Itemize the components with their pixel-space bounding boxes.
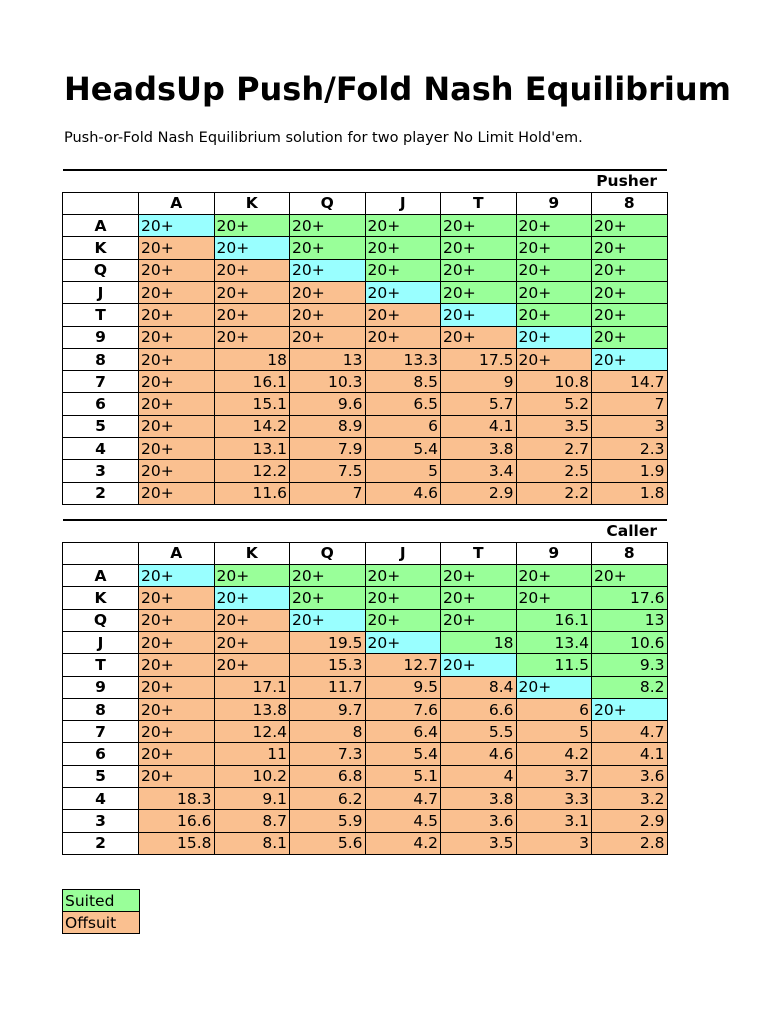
table-cell: 20+ (214, 259, 290, 281)
table-row (63, 348, 668, 370)
table-cell: 3.5 (441, 832, 517, 854)
table-cell: 20+ (214, 654, 290, 676)
pusher-label: Pusher (63, 170, 668, 192)
table-cell: 3.6 (441, 810, 517, 832)
row-label: K (63, 587, 139, 609)
table-row (63, 587, 668, 609)
table-cell: 6.6 (441, 698, 517, 720)
table-cell: 20+ (290, 565, 366, 587)
table-cell: 16.1 (516, 609, 592, 631)
table-cell: 8.1 (214, 832, 290, 854)
table-cell: 4.7 (365, 788, 441, 810)
table-cell: 20+ (441, 587, 517, 609)
table-cell: 1.8 (592, 482, 668, 504)
table-cell: 20+ (214, 237, 290, 259)
table-cell: 8.5 (365, 371, 441, 393)
table-cell: 5.9 (290, 810, 366, 832)
table-cell: 20+ (592, 348, 668, 370)
row-label: Q (63, 609, 139, 631)
table-cell: 3.5 (516, 415, 592, 437)
table-cell: 7.6 (365, 698, 441, 720)
table-cell: 2.3 (592, 438, 668, 460)
table-cell: 5.5 (441, 721, 517, 743)
table-row (63, 788, 668, 810)
table-cell: 20+ (365, 565, 441, 587)
table-cell: 18 (214, 348, 290, 370)
column-header: K (214, 542, 290, 564)
column-header: A (139, 542, 215, 564)
table-cell: 4.7 (592, 721, 668, 743)
pusher-title-row (63, 170, 668, 192)
table-cell: 6.5 (365, 393, 441, 415)
table-cell: 20+ (592, 281, 668, 303)
table-cell: 20+ (365, 631, 441, 653)
column-header: J (365, 542, 441, 564)
table-cell: 13 (290, 348, 366, 370)
table-cell: 20+ (290, 215, 366, 237)
table-cell: 20+ (214, 587, 290, 609)
row-label: 8 (63, 698, 139, 720)
legend-offsuit: Offsuit (63, 912, 140, 934)
table-cell: 20+ (139, 482, 215, 504)
table-row (63, 482, 668, 504)
table-cell: 20+ (139, 438, 215, 460)
table-cell: 20+ (290, 326, 366, 348)
table-cell: 11.7 (290, 676, 366, 698)
table-cell: 11.6 (214, 482, 290, 504)
table-cell: 20+ (516, 676, 592, 698)
table-row (63, 698, 668, 720)
table-cell: 16.6 (139, 810, 215, 832)
table-cell: 20+ (441, 609, 517, 631)
table-cell: 7 (290, 482, 366, 504)
row-label: 4 (63, 788, 139, 810)
table-cell: 20+ (139, 743, 215, 765)
table-cell: 20+ (365, 587, 441, 609)
table-cell: 4.1 (592, 743, 668, 765)
caller-table (62, 519, 668, 855)
table-cell: 20+ (365, 259, 441, 281)
table-row (63, 810, 668, 832)
row-label: J (63, 281, 139, 303)
table-cell: 7.9 (290, 438, 366, 460)
table-cell: 9.6 (290, 393, 366, 415)
page-title: HeadsUp Push/Fold Nash Equilibrium (64, 70, 731, 108)
table-cell: 13.8 (214, 698, 290, 720)
table-cell: 4.2 (365, 832, 441, 854)
table-cell: 20+ (441, 654, 517, 676)
row-label: 5 (63, 415, 139, 437)
column-header: 8 (592, 192, 668, 214)
table-cell: 20+ (290, 281, 366, 303)
table-row (63, 326, 668, 348)
table-row (63, 832, 668, 854)
table-cell: 3.8 (441, 438, 517, 460)
table-cell: 14.7 (592, 371, 668, 393)
row-label: 2 (63, 832, 139, 854)
table-cell: 20+ (139, 304, 215, 326)
table-cell: 15.1 (214, 393, 290, 415)
column-header: T (441, 542, 517, 564)
table-cell: 14.2 (214, 415, 290, 437)
table-row (63, 765, 668, 787)
table-cell: 2.9 (592, 810, 668, 832)
table-cell: 20+ (516, 215, 592, 237)
caller-title-row (63, 520, 668, 542)
pusher-header-row (63, 192, 668, 214)
column-header: 9 (516, 192, 592, 214)
table-cell: 20+ (139, 609, 215, 631)
table-cell: 12.7 (365, 654, 441, 676)
table-cell: 20+ (516, 281, 592, 303)
table-cell: 20+ (139, 721, 215, 743)
column-header: J (365, 192, 441, 214)
table-row (63, 676, 668, 698)
table-cell: 20+ (214, 215, 290, 237)
table-cell: 9.3 (592, 654, 668, 676)
table-cell: 20+ (516, 326, 592, 348)
pusher-table (62, 169, 668, 505)
table-cell: 3.2 (592, 788, 668, 810)
row-label: 6 (63, 393, 139, 415)
table-cell: 16.1 (214, 371, 290, 393)
table-row (63, 438, 668, 460)
table-row (63, 393, 668, 415)
table-cell: 20+ (290, 237, 366, 259)
table-row (63, 304, 668, 326)
table-cell: 15.3 (290, 654, 366, 676)
table-cell: 20+ (441, 281, 517, 303)
table-cell: 10.6 (592, 631, 668, 653)
row-label: Q (63, 259, 139, 281)
table-cell: 5.6 (290, 832, 366, 854)
table-cell: 2.5 (516, 460, 592, 482)
table-cell: 20+ (139, 698, 215, 720)
table-cell: 20+ (139, 393, 215, 415)
table-row (63, 371, 668, 393)
table-cell: 18 (441, 631, 517, 653)
table-cell: 20+ (365, 281, 441, 303)
table-cell: 7.5 (290, 460, 366, 482)
table-cell: 5.1 (365, 765, 441, 787)
row-label: 2 (63, 482, 139, 504)
table-cell: 20+ (139, 237, 215, 259)
table-cell: 15.8 (139, 832, 215, 854)
table-cell: 3 (516, 832, 592, 854)
table-cell: 8.7 (214, 810, 290, 832)
corner-cell (63, 192, 139, 214)
table-cell: 4 (441, 765, 517, 787)
table-cell: 20+ (365, 609, 441, 631)
row-label: J (63, 631, 139, 653)
row-label: 7 (63, 371, 139, 393)
caller-label: Caller (63, 520, 668, 542)
table-cell: 20+ (516, 237, 592, 259)
table-cell: 6.8 (290, 765, 366, 787)
table-cell: 20+ (441, 326, 517, 348)
table-cell: 3.6 (592, 765, 668, 787)
table-cell: 5 (365, 460, 441, 482)
row-label: A (63, 215, 139, 237)
table-cell: 20+ (365, 304, 441, 326)
table-cell: 20+ (139, 460, 215, 482)
table-cell: 3.8 (441, 788, 517, 810)
table-row (63, 565, 668, 587)
row-label: 6 (63, 743, 139, 765)
table-cell: 9.5 (365, 676, 441, 698)
table-cell: 7 (592, 393, 668, 415)
table-cell: 20+ (139, 654, 215, 676)
table-cell: 20+ (441, 565, 517, 587)
row-label: 3 (63, 460, 139, 482)
table-cell: 8.4 (441, 676, 517, 698)
row-label: 5 (63, 765, 139, 787)
table-cell: 20+ (139, 765, 215, 787)
table-cell: 4.6 (441, 743, 517, 765)
table-row (63, 631, 668, 653)
row-label: 3 (63, 810, 139, 832)
table-row (63, 259, 668, 281)
table-cell: 5 (516, 721, 592, 743)
table-cell: 8 (290, 721, 366, 743)
table-cell: 20+ (139, 348, 215, 370)
table-cell: 5.7 (441, 393, 517, 415)
table-cell: 20+ (139, 565, 215, 587)
column-header: T (441, 192, 517, 214)
table-cell: 20+ (139, 326, 215, 348)
column-header: 9 (516, 542, 592, 564)
table-cell: 20+ (365, 215, 441, 237)
table-row (63, 654, 668, 676)
table-cell: 10.8 (516, 371, 592, 393)
row-label: 9 (63, 676, 139, 698)
table-cell: 5.4 (365, 438, 441, 460)
table-cell: 20+ (516, 304, 592, 326)
table-row (63, 609, 668, 631)
table-cell: 8.2 (592, 676, 668, 698)
table-cell: 20+ (290, 304, 366, 326)
table-cell: 11 (214, 743, 290, 765)
table-cell: 4.5 (365, 810, 441, 832)
row-label: A (63, 565, 139, 587)
table-cell: 9.1 (214, 788, 290, 810)
row-label: T (63, 654, 139, 676)
table-cell: 20+ (214, 281, 290, 303)
table-cell: 20+ (139, 676, 215, 698)
row-label: 8 (63, 348, 139, 370)
table-cell: 20+ (441, 259, 517, 281)
column-header: K (214, 192, 290, 214)
table-cell: 4.1 (441, 415, 517, 437)
table-cell: 5.2 (516, 393, 592, 415)
table-cell: 20+ (214, 631, 290, 653)
table-cell: 20+ (290, 259, 366, 281)
table-cell: 13.4 (516, 631, 592, 653)
column-header: Q (290, 542, 366, 564)
table-cell: 20+ (214, 609, 290, 631)
table-cell: 20+ (592, 237, 668, 259)
legend-suited: Suited (63, 890, 140, 912)
table-row (63, 721, 668, 743)
table-cell: 9.7 (290, 698, 366, 720)
table-cell: 20+ (139, 259, 215, 281)
table-cell: 20+ (365, 237, 441, 259)
table-row (63, 415, 668, 437)
table-cell: 13.3 (365, 348, 441, 370)
legend (62, 889, 140, 934)
table-row (63, 460, 668, 482)
table-cell: 1.9 (592, 460, 668, 482)
page-subtitle: Push-or-Fold Nash Equilibrium solution for two player No Limit Hold'em. (64, 130, 583, 146)
table-cell: 20+ (139, 631, 215, 653)
table-cell: 20+ (139, 281, 215, 303)
row-label: 9 (63, 326, 139, 348)
table-cell: 4.2 (516, 743, 592, 765)
table-cell: 20+ (139, 415, 215, 437)
table-cell: 20+ (516, 587, 592, 609)
table-cell: 20+ (290, 609, 366, 631)
table-cell: 18.3 (139, 788, 215, 810)
table-cell: 20+ (139, 587, 215, 609)
table-cell: 20+ (592, 215, 668, 237)
table-cell: 20+ (214, 326, 290, 348)
table-row (63, 237, 668, 259)
table-cell: 20+ (214, 565, 290, 587)
table-cell: 2.8 (592, 832, 668, 854)
row-label: 7 (63, 721, 139, 743)
table-cell: 11.5 (516, 654, 592, 676)
table-cell: 2.2 (516, 482, 592, 504)
table-cell: 20+ (365, 326, 441, 348)
table-row (63, 743, 668, 765)
column-header: 8 (592, 542, 668, 564)
table-cell: 10.2 (214, 765, 290, 787)
row-label: T (63, 304, 139, 326)
table-row (63, 281, 668, 303)
table-cell: 3.1 (516, 810, 592, 832)
table-row (63, 215, 668, 237)
table-cell: 20+ (441, 304, 517, 326)
table-cell: 8.9 (290, 415, 366, 437)
table-cell: 20+ (139, 371, 215, 393)
table-cell: 10.3 (290, 371, 366, 393)
table-cell: 20+ (592, 304, 668, 326)
table-cell: 3 (592, 415, 668, 437)
table-cell: 12.4 (214, 721, 290, 743)
row-label: 4 (63, 438, 139, 460)
table-cell: 6.4 (365, 721, 441, 743)
table-cell: 20+ (516, 348, 592, 370)
table-cell: 20+ (441, 237, 517, 259)
table-cell: 12.2 (214, 460, 290, 482)
table-cell: 2.9 (441, 482, 517, 504)
table-cell: 17.6 (592, 587, 668, 609)
table-cell: 20+ (290, 587, 366, 609)
table-cell: 17.1 (214, 676, 290, 698)
table-cell: 13.1 (214, 438, 290, 460)
table-cell: 20+ (516, 565, 592, 587)
table-cell: 19.5 (290, 631, 366, 653)
table-cell: 4.6 (365, 482, 441, 504)
table-cell: 6 (516, 698, 592, 720)
table-cell: 6 (365, 415, 441, 437)
table-cell: 13 (592, 609, 668, 631)
table-cell: 3.3 (516, 788, 592, 810)
caller-header-row (63, 542, 668, 564)
table-cell: 20+ (592, 326, 668, 348)
row-label: K (63, 237, 139, 259)
column-header: Q (290, 192, 366, 214)
column-header: A (139, 192, 215, 214)
table-cell: 5.4 (365, 743, 441, 765)
table-cell: 6.2 (290, 788, 366, 810)
table-cell: 3.7 (516, 765, 592, 787)
table-cell: 9 (441, 371, 517, 393)
table-cell: 20+ (592, 565, 668, 587)
table-cell: 20+ (592, 698, 668, 720)
table-cell: 20+ (592, 259, 668, 281)
table-cell: 17.5 (441, 348, 517, 370)
table-cell: 20+ (441, 215, 517, 237)
table-cell: 7.3 (290, 743, 366, 765)
corner-cell (63, 542, 139, 564)
table-cell: 20+ (139, 215, 215, 237)
table-cell: 2.7 (516, 438, 592, 460)
table-cell: 20+ (516, 259, 592, 281)
table-cell: 3.4 (441, 460, 517, 482)
table-cell: 20+ (214, 304, 290, 326)
